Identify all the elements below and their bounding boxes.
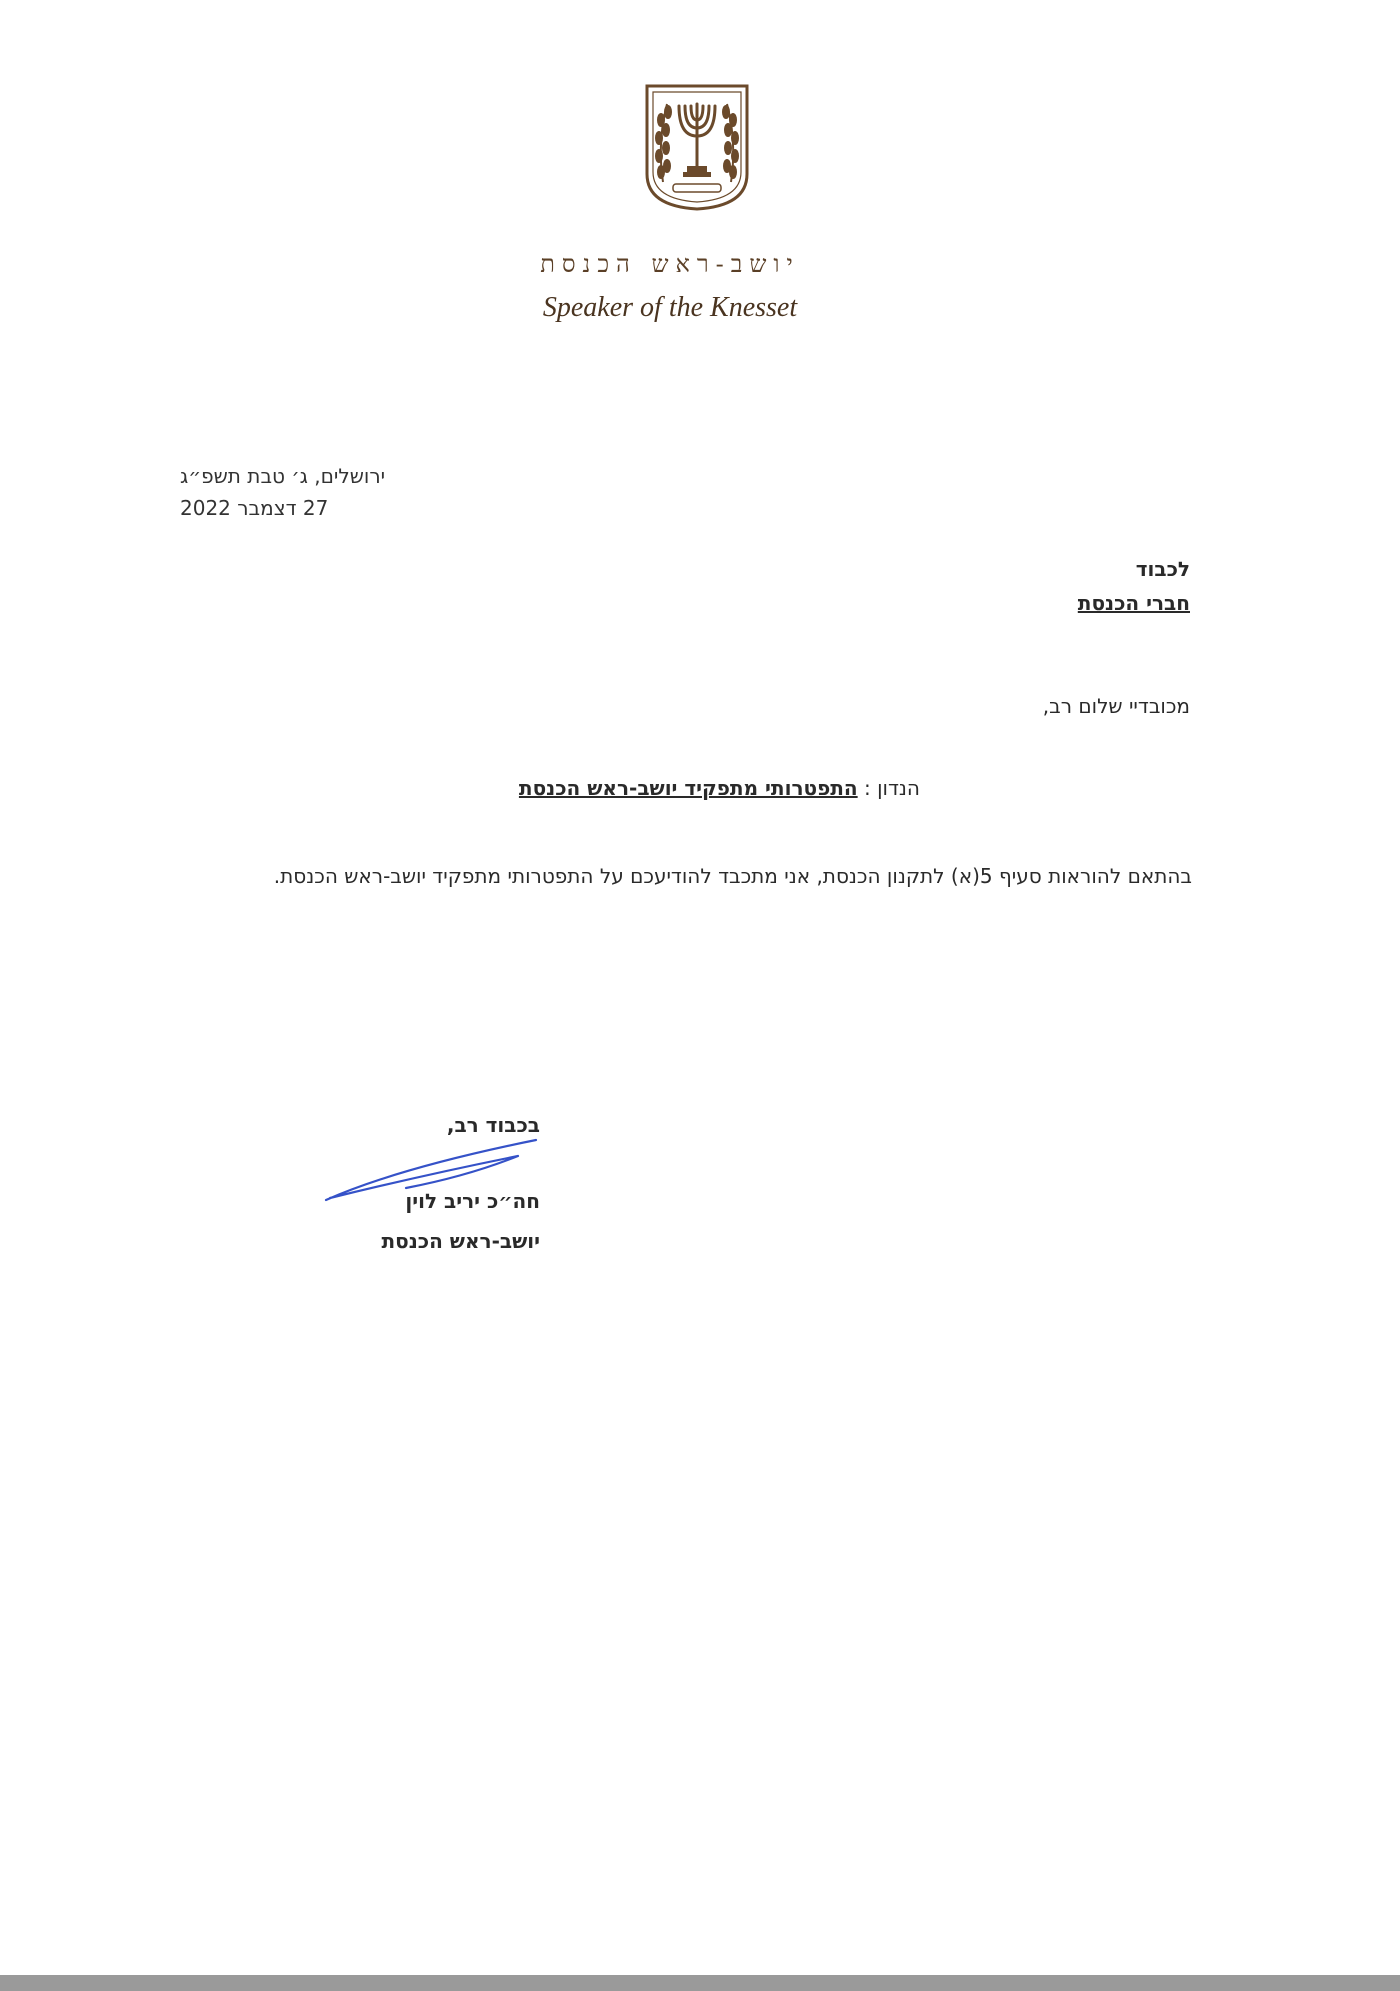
signer-name: חה״כ יריב לוין <box>405 1189 540 1213</box>
subject-label: הנדון : <box>864 776 920 800</box>
subject-value: התפטרותי מתפקיד יושב-ראש הכנסת <box>518 776 858 800</box>
handwritten-signature-icon <box>318 1118 550 1218</box>
signer-title: יושב-ראש הכנסת <box>381 1229 540 1253</box>
gregorian-date: 27 דצמבר 2022 <box>180 496 329 520</box>
greeting: מכובדיי שלום רב, <box>1042 694 1190 718</box>
recipient-prefix: לכבוד <box>1135 557 1190 581</box>
letterhead-title-english: Speaker of the Knesset <box>542 292 798 323</box>
hebrew-date: ירושלים, ג׳ טבת תשפ״ג <box>180 464 386 488</box>
recipient-block <box>860 552 1190 620</box>
subject-line <box>400 776 920 800</box>
letterhead-title-hebrew: יושב-ראש הכנסת <box>540 250 800 278</box>
closing-text: בכבוד רב, <box>446 1113 540 1137</box>
date-block <box>180 460 500 524</box>
recipient-name: חברי הכנסת <box>1077 591 1190 615</box>
menorah-emblem-icon <box>643 82 751 212</box>
page-bottom-bar <box>0 1975 1400 1991</box>
letter-body: בהתאם להוראות סעיף 5(א) לתקנון הכנסת, אני מתכבד להודיעכם על התפטרותי מתפקיד יושב-ראש הכנסת. <box>273 864 1192 888</box>
